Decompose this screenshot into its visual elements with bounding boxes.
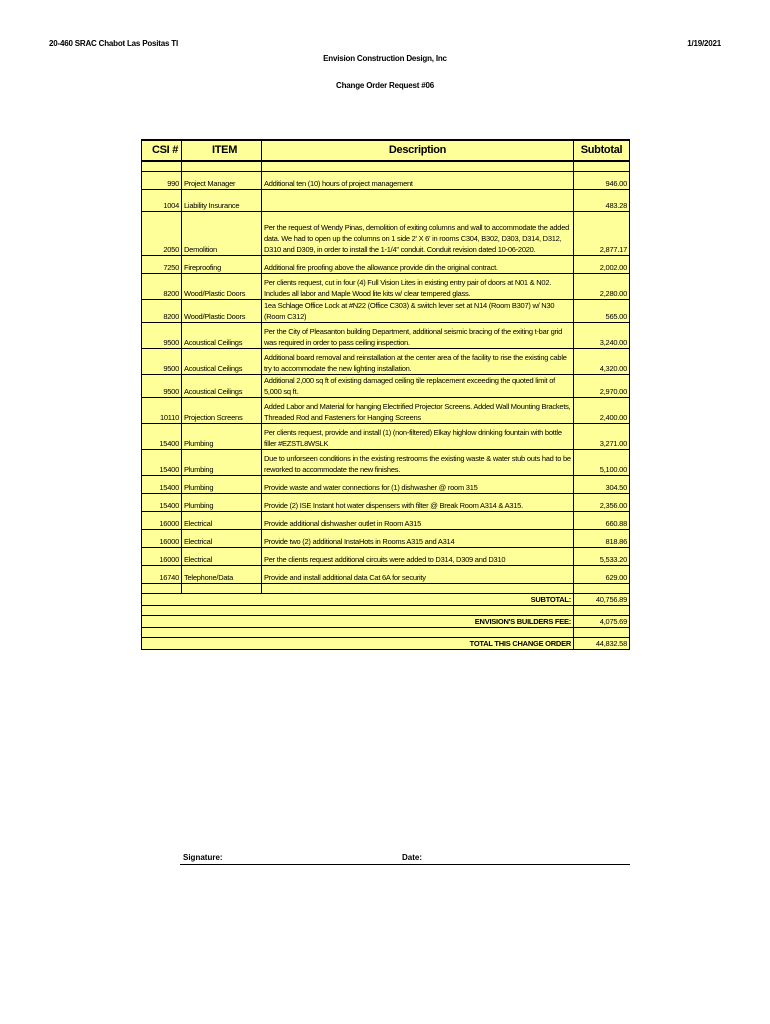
row-subtotal: 2,970.00 (574, 375, 630, 398)
row-description: Additional fire proofing above the allowance provide din the original contract. (262, 256, 574, 274)
subtotal-row (142, 594, 630, 606)
table-row (142, 530, 630, 548)
date-label: Date: (402, 853, 423, 862)
row-csi: 990 (142, 172, 182, 190)
row-subtotal: 2,002.00 (574, 256, 630, 274)
row-csi: 15400 (142, 476, 182, 494)
company-name: Envision Construction Design, Inc (323, 54, 447, 63)
table-row (142, 300, 630, 323)
row-csi: 16000 (142, 548, 182, 566)
row-csi: 1004 (142, 190, 182, 212)
row-description: 1ea Schlage Office Lock at #N22 (Office C303) & switch lever set at N14 (Room B307) w/ N30 (Room C312) (262, 300, 574, 323)
row-description: Added Labor and Material for hanging Electrified Projector Screens. Added Wall Mounting Brackets, Threaded Rod and Fasteners for Hanging Screens (262, 398, 574, 424)
row-item: Plumbing (182, 450, 262, 476)
table-header-row (142, 140, 630, 161)
table-row (142, 566, 630, 584)
row-subtotal: 565.00 (574, 300, 630, 323)
row-item: Electrical (182, 548, 262, 566)
column-header-subtotal: Subtotal (574, 140, 630, 161)
table-row (142, 450, 630, 476)
row-description: Due to unforseen conditions in the existing restrooms the existing waste & water stub outs had to be reworked to accommodate the new finishes. (262, 450, 574, 476)
row-item: Electrical (182, 512, 262, 530)
builders-fee-row (142, 616, 630, 628)
total-label: TOTAL THIS CHANGE ORDER (142, 638, 574, 650)
row-subtotal: 946.00 (574, 172, 630, 190)
row-subtotal: 304.50 (574, 476, 630, 494)
table-row (142, 548, 630, 566)
row-subtotal: 3,240.00 (574, 323, 630, 349)
row-csi: 8200 (142, 274, 182, 300)
builders-fee-label: ENVISION'S BUILDERS FEE: (142, 616, 574, 628)
row-description: Per the clients request additional circuits were added to D314, D309 and D310 (262, 548, 574, 566)
row-item: Demolition (182, 212, 262, 256)
row-item: Fireproofing (182, 256, 262, 274)
row-csi: 10110 (142, 398, 182, 424)
row-description: Per the City of Pleasanton building Department, additional seismic bracing of the exiting t-bar grid was required in order to pass ceiling inspection. (262, 323, 574, 349)
row-subtotal: 5,533.20 (574, 548, 630, 566)
row-description: Provide (2) ISE Instant hot water dispensers with filter @ Break Room A314 & A315. (262, 494, 574, 512)
row-item: Acoustical Ceilings (182, 323, 262, 349)
row-description (262, 190, 574, 212)
row-description: Provide and install additional data Cat 6A for security (262, 566, 574, 584)
row-subtotal: 629.00 (574, 566, 630, 584)
row-item: Telephone/Data (182, 566, 262, 584)
table-row (142, 212, 630, 256)
row-description: Provide two (2) additional InstaHots in Rooms A315 and A314 (262, 530, 574, 548)
row-csi: 2050 (142, 212, 182, 256)
builders-fee-value: 4,075.69 (574, 616, 630, 628)
row-csi: 8200 (142, 300, 182, 323)
row-subtotal: 5,100.00 (574, 450, 630, 476)
row-description: Additional ten (10) hours of project management (262, 172, 574, 190)
row-subtotal: 2,877.17 (574, 212, 630, 256)
row-description: Provide waste and water connections for (1) dishwasher @ room 315 (262, 476, 574, 494)
table-row (142, 172, 630, 190)
table-row (142, 424, 630, 450)
row-item: Acoustical Ceilings (182, 349, 262, 375)
row-csi: 16740 (142, 566, 182, 584)
total-value: 44,832.58 (574, 638, 630, 650)
row-item: Plumbing (182, 494, 262, 512)
row-csi: 7250 (142, 256, 182, 274)
row-item: Acoustical Ceilings (182, 375, 262, 398)
project-name: 20-460 SRAC Chabot Las Positas TI (49, 39, 178, 48)
row-csi: 16000 (142, 530, 182, 548)
spacer-row (142, 161, 630, 172)
row-subtotal: 483.28 (574, 190, 630, 212)
row-csi: 9500 (142, 375, 182, 398)
row-description: Per clients request, cut in four (4) Full Vision Lites in existing entry pair of doors at N01 & N02. Includes all labor and Maple Wood lite kits w/ clear tempered glass. (262, 274, 574, 300)
row-item: Liability Insurance (182, 190, 262, 212)
total-row (142, 638, 630, 650)
row-description: Provide additional dishwasher outlet in Room A315 (262, 512, 574, 530)
table-row (142, 375, 630, 398)
row-item: Plumbing (182, 424, 262, 450)
row-subtotal: 2,356.00 (574, 494, 630, 512)
spacer-row (142, 584, 630, 594)
subtotal-value: 40,756.89 (574, 594, 630, 606)
row-item: Projection Screens (182, 398, 262, 424)
row-item: Plumbing (182, 476, 262, 494)
table-row (142, 274, 630, 300)
table-row (142, 494, 630, 512)
row-subtotal: 4,320.00 (574, 349, 630, 375)
change-order-table (141, 139, 630, 650)
row-subtotal: 818.86 (574, 530, 630, 548)
table-row (142, 512, 630, 530)
column-header-csi: CSI # (142, 140, 182, 161)
subtotal-label: SUBTOTAL: (142, 594, 574, 606)
row-item: Electrical (182, 530, 262, 548)
signature-line (180, 864, 630, 865)
table-row (142, 398, 630, 424)
table-row (142, 476, 630, 494)
row-description: Per the request of Wendy Pinas, demolition of exiting columns and wall to accommodate the added data. We had to open up the columns on 1 side 2' X 6' in rooms C304, B302, D303, D314, D312, D310 and D309, in order to install the 1-1/4" conduit. Conduit revision dated 10-06-2020. (262, 212, 574, 256)
row-description: Per clients request, provide and install (1) (non-filtered) Elkay highlow drinking fountain with bottle filler #EZSTL8WSLK (262, 424, 574, 450)
document-title: Change Order Request #06 (336, 81, 434, 90)
row-item: Wood/Plastic Doors (182, 274, 262, 300)
row-csi: 15400 (142, 494, 182, 512)
row-subtotal: 2,280.00 (574, 274, 630, 300)
row-item: Wood/Plastic Doors (182, 300, 262, 323)
table-row (142, 323, 630, 349)
spacer-row (142, 628, 630, 638)
row-subtotal: 2,400.00 (574, 398, 630, 424)
table-row (142, 349, 630, 375)
row-subtotal: 660.88 (574, 512, 630, 530)
column-header-description: Description (262, 140, 574, 161)
column-header-item: ITEM (182, 140, 262, 161)
spacer-row (142, 606, 630, 616)
row-csi: 9500 (142, 349, 182, 375)
row-subtotal: 3,271.00 (574, 424, 630, 450)
row-csi: 15400 (142, 424, 182, 450)
signature-label: Signature: (183, 853, 223, 862)
row-csi: 16000 (142, 512, 182, 530)
document-date: 1/19/2021 (687, 39, 721, 48)
row-csi: 9500 (142, 323, 182, 349)
row-csi: 15400 (142, 450, 182, 476)
table-row (142, 190, 630, 212)
row-description: Additional 2,000 sq ft of existing damaged ceiling tile replacement exceeding the quoted limit of 5,000 sq ft. (262, 375, 574, 398)
row-description: Additional board removal and reinstallation at the center area of the facility to rise the existing cable try to accommodate the new lighting installation. (262, 349, 574, 375)
table-row (142, 256, 630, 274)
row-item: Project Manager (182, 172, 262, 190)
